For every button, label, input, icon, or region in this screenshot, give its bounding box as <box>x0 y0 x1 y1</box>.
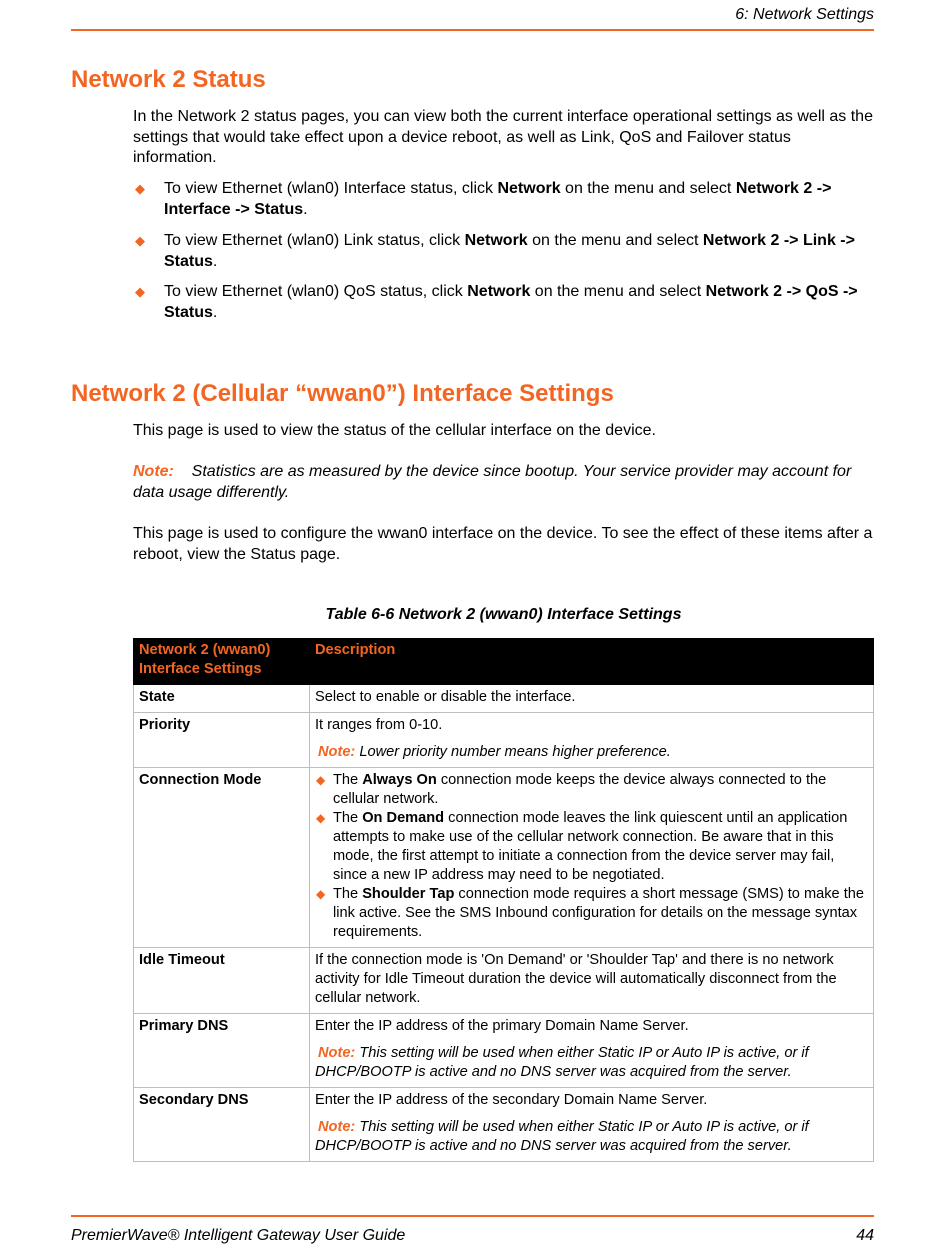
setting-description: It ranges from 0-10. Note: Lower priority number means higher preference. <box>310 713 874 768</box>
table-row <box>134 768 874 948</box>
list-item: ◆ The Always On connection mode keeps the device always connected to the cellular network. <box>316 772 827 807</box>
setting-name: Primary DNS <box>134 1014 310 1088</box>
setting-description: Enter the IP address of the secondary Domain Name Server. Note: This setting will be used when either Static IP or Auto IP is active, or if DHCP/BOOTP is active and no DNS server was acquired from the server. <box>310 1088 874 1162</box>
setting-description: If the connection mode is 'On Demand' or 'Shoulder Tap' and there is no network activity for Idle Timeout duration the device will automatically disconnect from the cellular network. <box>310 948 874 1014</box>
footer-title: PremierWave® Intelligent Gateway User Guide <box>71 1227 406 1244</box>
setting-description: Enter the IP address of the primary Domain Name Server. Note: This setting will be used when either Static IP or Auto IP is active, or if DHCP/BOOTP is active and no DNS server was acquired from the server. <box>310 1014 874 1088</box>
list-item <box>133 282 878 323</box>
setting-name: Connection Mode <box>134 768 310 948</box>
setting-name: Secondary DNS <box>134 1088 310 1162</box>
bullet-text: To view Ethernet (wlan0) QoS status, click Network on the menu and select Network 2 -> QoS -> Status. <box>164 283 858 321</box>
setting-name: State <box>134 685 310 713</box>
section1-intro: In the Network 2 status pages, you can view both the current interface operational settings as well as the settings that would take effect upon a device reboot, as well as Link, QoS and Failover status information. <box>133 108 873 166</box>
diamond-bullet-icon: ◆ <box>316 773 326 787</box>
footer-rule <box>71 1215 874 1217</box>
bullet-text: To view Ethernet (wlan0) Link status, click Network on the menu and select Network 2 -> Link -> Status. <box>164 232 855 270</box>
diamond-bullet-icon: ◆ <box>316 811 326 825</box>
note-label: Note: <box>133 463 174 480</box>
section2-paragraph-2: This page is used to configure the wwan0 interface on the device. To see the effect of these items after a reboot, view the Status page. <box>133 525 873 563</box>
table-caption: Table 6-6 Network 2 (wwan0) Interface Settings <box>325 606 682 623</box>
cell-note: Note: This setting will be used when either Static IP or Auto IP is active, or if DHCP/BOOTP is active and no DNS server was acquired from the server. <box>315 1119 809 1154</box>
setting-description: Select to enable or disable the interface. <box>310 685 874 713</box>
cell-note: Note: This setting will be used when either Static IP or Auto IP is active, or if DHCP/BOOTP is active and no DNS server was acquired from the server. <box>315 1045 809 1080</box>
table-row <box>134 685 874 713</box>
list-item: ◆ The Shoulder Tap connection mode requires a short message (SMS) to make the link active. See the SMS Inbound configuration for details on the message syntax requirements. <box>316 886 865 940</box>
diamond-bullet-icon: ◆ <box>135 181 145 196</box>
table-header-row <box>134 639 874 685</box>
bullet-text: To view Ethernet (wlan0) Interface status, click Network on the menu and select Network 2 -> Interface -> Status. <box>164 180 832 218</box>
column-header-description: Description <box>310 639 874 685</box>
diamond-bullet-icon: ◆ <box>135 284 145 299</box>
section-title-network-2-status: Network 2 Status <box>71 66 266 93</box>
cell-note: Note: Lower priority number means higher preference. <box>318 744 671 760</box>
setting-name: Idle Timeout <box>134 948 310 1014</box>
column-header-setting: Network 2 (wwan0) Interface Settings <box>134 639 310 685</box>
section-title-cellular-interface-settings: Network 2 (Cellular “wwan0”) Interface Settings <box>71 380 614 407</box>
setting-name: Priority <box>134 713 310 768</box>
header-rule <box>71 29 874 31</box>
interface-settings-table <box>133 638 874 1162</box>
table-row <box>134 1014 874 1088</box>
list-item <box>133 179 878 220</box>
list-item <box>133 231 878 272</box>
page-number: 44 <box>856 1227 874 1244</box>
diamond-bullet-icon: ◆ <box>135 233 145 248</box>
table-row <box>134 1088 874 1162</box>
diamond-bullet-icon: ◆ <box>316 887 326 901</box>
running-head: 6: Network Settings <box>735 6 874 23</box>
connection-mode-list <box>315 771 868 942</box>
table-row <box>134 948 874 1014</box>
setting-description <box>310 768 874 948</box>
note-text: Statistics are as measured by the device since bootup. Your service provider may account for data usage differently. <box>133 463 852 501</box>
section2-paragraph-1: This page is used to view the status of the cellular interface on the device. <box>133 422 656 439</box>
list-item: ◆ The On Demand connection mode leaves the link quiescent until an application attempts to make use of the cellular network connection. Be aware that in this mode, the first attempt to initiate a connection from the device server may fail, since a new IP address may need to be negotiated. <box>316 810 848 883</box>
section2-note <box>133 462 878 503</box>
table-row <box>134 713 874 768</box>
